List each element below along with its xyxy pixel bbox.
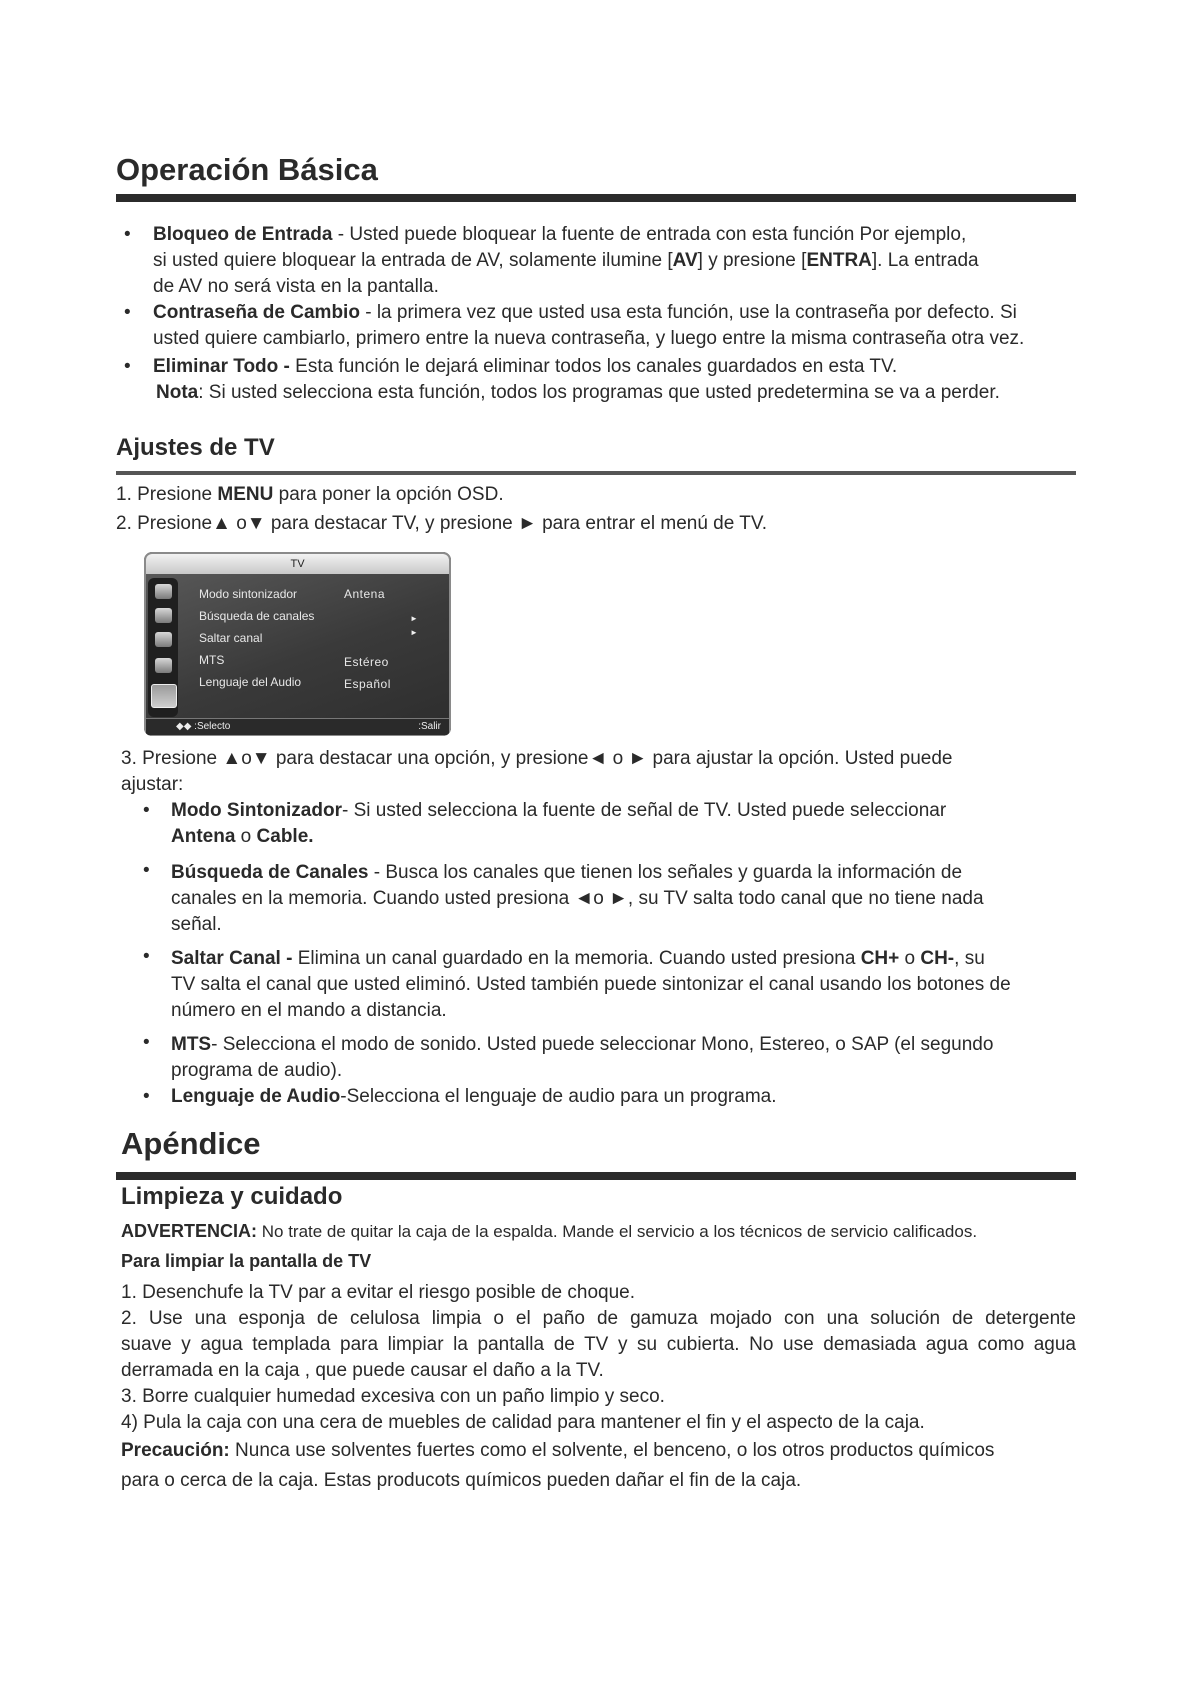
item-contrasena-text: - la primera vez que usted usa esta función, use la contraseña por defecto. Si [359,302,1017,323]
item-modo-or: o [235,826,257,847]
step-3-line1: 3. Presione ▲o▼ para destacar una opción, y presione◄ o ► para ajustar la opción. Usted puede [121,748,953,769]
warning-text: No trate de quitar la caja de la espalda. Mande el servicio a los técnicos de servicio calificados. [257,1222,978,1241]
clean-title [121,1248,371,1274]
bullet: • [124,302,131,323]
note-text: : Si usted selecciona esta función, todos los programas que usted predetermina se va a perder. [198,382,1000,403]
note-line [156,380,1000,406]
section-title-operacion-basica: Operación Básica [116,152,378,187]
bullet: • [124,356,131,377]
item-busqueda-line1 [171,860,962,886]
item-saltar-line3: número en el mando a distancia. [171,1000,447,1021]
sound-icon [155,608,172,623]
tv-menu-footer-select: ◆◆ :Selecto [176,721,231,732]
item-modo-text: - Si usted selecciona la fuente de señal de TV. Usted puede seleccionar [341,800,947,821]
item-contrasena-title: Contraseña de Cambio [153,302,360,323]
item-contrasena-line1 [153,300,1017,326]
bullet: • [124,224,131,245]
clean-step-4: 4) Pula la caja con una cera de muebles de calidad para mantener el fin y el aspecto de la caja. [121,1412,925,1433]
item-saltar-end: , su [954,948,985,969]
item-mts-text: - Selecciona el modo de sonido. Usted puede seleccionar Mono, Estereo, o SAP (el segundo [211,1034,994,1055]
item-bloqueo-line3: de AV no será vista en la pantalla. [153,276,439,297]
item-modo-line1 [171,798,946,824]
clean-step-2-line1: 2. Use una esponja de celulosa limpia o el paño de gamuza mojado con una solución de detergente [121,1308,1076,1329]
tv-menu-footer [146,718,449,735]
bullet: • [143,860,150,881]
lock-icon [155,658,172,673]
item-eliminar-line1 [153,354,897,380]
section-title-ajustes-tv: Ajustes de TV [116,434,275,461]
bullet: • [143,800,150,821]
item-mts-line2: programa de audio). [171,1060,343,1081]
item-eliminar-text: Esta función le dejará eliminar todos los canales guardados en esta TV. [289,356,898,377]
caution-line1 [121,1438,994,1464]
ch-minus-key: CH- [920,948,955,969]
item-busqueda-text: - Busca los canales que tienen los señales y guarda la información de [368,862,963,883]
item-bloqueo-text: - Usted puede bloquear la fuente de entrada con esta función Por ejemplo, [332,224,967,245]
clean-step-1: 1. Desenchufe la TV par a evitar el riesgo posible de choque. [121,1282,636,1303]
warning-line [121,1218,977,1245]
tv-menu-footer-exit: :Salir [418,721,441,732]
ch-plus-key: CH+ [860,948,900,969]
subtitle-limpieza: Limpieza y cuidado [121,1183,343,1210]
item-bloqueo-line1 [153,222,966,248]
bullet: • [143,946,150,967]
warning-label: ADVERTENCIA: [121,1221,258,1241]
caution-text: Nunca use solventes fuertes como el solvente, el benceno, o los otros productos químicos [229,1440,995,1461]
tv-menu-item-label: Saltar canal [199,631,263,645]
tv-menu-item-label: Búsqueda de canales [199,609,315,623]
right-arrow-icon: ► [410,614,418,623]
av-key: AV [672,250,698,271]
menu-key: MENU [217,484,274,505]
item-busqueda-line2: canales en la memoria. Cuando usted presiona ◄o ►, su TV salta todo canal que no tiene nada [171,888,984,909]
tv-menu-item-label: Lenguaje del Audio [199,675,302,689]
tv-menu-item-value: Estéreo [344,655,389,669]
clean-title-text: Para limpiar la pantalla de TV [121,1251,372,1271]
item-bloqueo-text2: si usted quiere bloquear la entrada de AV, solamente ilumine [ [153,250,673,271]
item-lenguaje-line1 [171,1084,777,1110]
bullet: • [143,1086,150,1107]
step-3-line2: ajustar: [121,774,184,795]
item-lenguaje-title: Lenguaje de Audio [171,1086,341,1107]
item-eliminar-title: Eliminar Todo - [153,356,290,377]
tv-menu-item-value: Antena [344,587,386,601]
item-mts-line1 [171,1032,993,1058]
tv-menu-item-label: MTS [199,653,225,667]
item-bloqueo-mid: ] y presione [ [697,250,807,271]
tv-menu-title: TV [146,554,449,574]
item-busqueda-title: Búsqueda de Canales [171,862,369,883]
item-lenguaje-text: -Selecciona el lenguaje de audio para un programa. [340,1086,777,1107]
item-saltar-or: o [899,948,921,969]
step-2: 2. Presione▲ o▼ para destacar TV, y presione ► para entrar el menú de TV. [116,513,768,534]
bullet: • [143,1032,150,1053]
caution-label: Precaución: [121,1440,230,1461]
tv-osd-menu-illustration [144,552,451,736]
entra-key: ENTRA [806,250,872,271]
tv-menu-item-label: Modo sintonizador [199,587,298,601]
step-1-pre: 1. Presione [116,484,218,505]
step-1-post: para poner la opción OSD. [273,484,504,505]
tv-icon [151,684,177,708]
item-modo-line2 [171,824,314,850]
item-bloqueo-line2 [153,248,979,274]
item-saltar-title: Saltar Canal - [171,948,293,969]
item-saltar-line1 [171,946,985,972]
item-saltar-text: Elimina un canal guardado en la memoria. Cuando usted presiona [292,948,861,969]
section-divider [116,194,1076,202]
tv-menu-item-value: Español [344,677,391,691]
item-bloqueo-title: Bloqueo de Entrada [153,224,333,245]
item-bloqueo-end: ]. La entrada [871,250,979,271]
tv-menu-sidebar [148,578,178,717]
right-arrow-icon: ► [410,628,418,637]
section-divider [116,471,1076,475]
caution-line2: para o cerca de la caja. Estas producots químicos pueden dañar el fin de la caja. [121,1470,802,1491]
clean-step-2-line3: derramada en la caja , que puede causar el daño a la TV. [121,1360,604,1381]
note-label: Nota [156,382,199,403]
item-saltar-line2: TV salta el canal que usted eliminó. Usted también puede sintonizar el canal usando los botones de [171,974,1011,995]
step-1 [116,482,504,508]
section-divider [116,1172,1076,1180]
item-modo-title: Modo Sintonizador [171,800,342,821]
item-busqueda-line3: señal. [171,914,222,935]
setup-icon [155,632,172,647]
clean-step-3: 3. Borre cualquier humedad excesiva con un paño limpio y seco. [121,1386,665,1407]
item-contrasena-line2: usted quiere cambiarlo, primero entre la nueva contraseña, y luego entre la misma contraseña otra vez. [153,328,1025,349]
clean-step-2-line2: suave y agua templada para limpiar la pantalla de TV y su cubierta. No use demasiada agua como agua [121,1334,1076,1355]
picture-icon [155,584,172,599]
section-title-apendice: Apéndice [121,1126,261,1161]
antena-option: Antena [171,826,236,847]
cable-option: Cable. [256,826,314,847]
item-mts-title: MTS [171,1034,212,1055]
